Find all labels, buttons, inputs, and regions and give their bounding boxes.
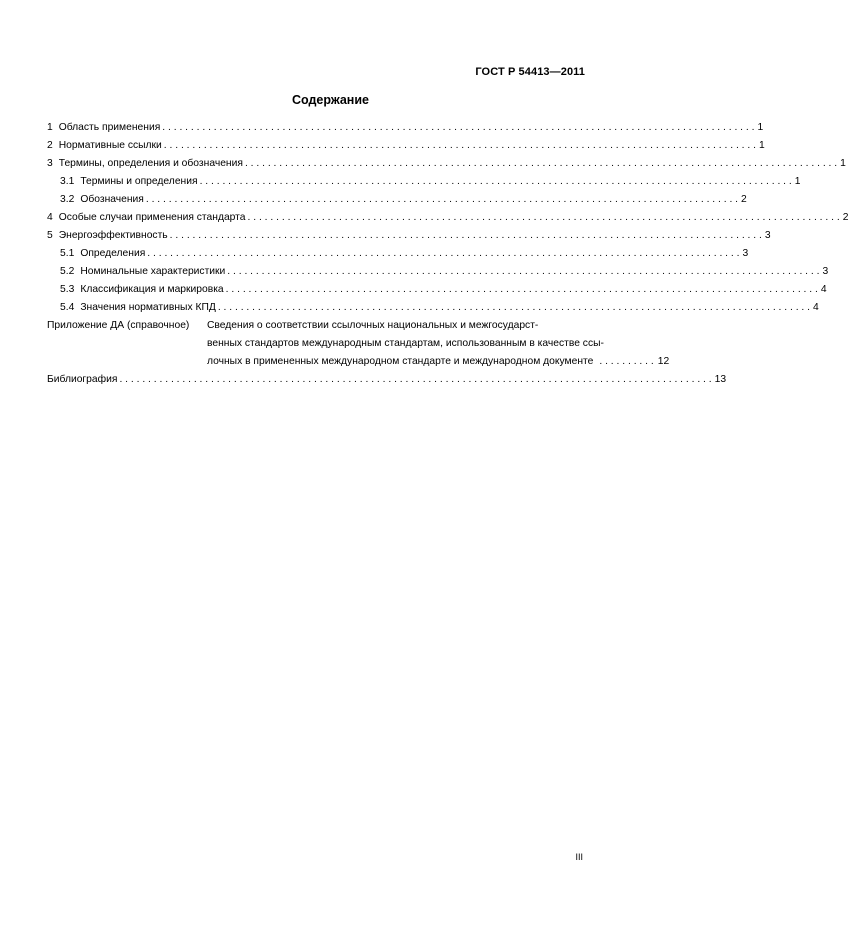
toc-title: Содержание <box>291 93 369 107</box>
appendix-line: венных стандартов международным стандартам, использованным в качестве ссы- <box>207 338 604 349</box>
toc-entry[interactable] <box>47 227 771 245</box>
dot-leader <box>218 299 810 317</box>
toc-entry-page-number: 4 <box>813 302 819 313</box>
bibliography-page-number: 13 <box>714 374 727 385</box>
toc-entry[interactable] <box>47 245 749 263</box>
toc-entry[interactable] <box>47 281 827 299</box>
toc-entry-number: 5.4 <box>60 302 75 313</box>
appendix-line: лочных в примененных международном стандарте и международном документе <box>207 356 594 367</box>
page-number: III <box>575 852 583 862</box>
toc-entry-label: Энергоэффективность <box>58 230 168 241</box>
toc-entry-number: 5 <box>47 230 53 241</box>
toc-entry[interactable] <box>47 137 765 155</box>
toc-entry-label: Особые случаи применения стандарта <box>58 212 246 223</box>
dot-leader <box>200 173 792 191</box>
dot-leader <box>162 119 754 137</box>
toc-entry-label: Определения <box>80 248 146 259</box>
toc-entry[interactable] <box>47 209 848 227</box>
toc-entry[interactable] <box>47 155 846 173</box>
dot-leader <box>226 281 818 299</box>
dot-leader <box>599 353 653 371</box>
toc-entry-page-number: 1 <box>840 158 846 169</box>
toc-entry[interactable] <box>47 173 801 191</box>
table-of-contents <box>47 119 848 389</box>
toc-entry-label: Нормативные ссылки <box>58 140 162 151</box>
dot-leader <box>245 155 837 173</box>
appendix-page-number: 12 <box>657 356 670 367</box>
toc-appendix-entry[interactable] <box>47 317 670 371</box>
toc-entry-label: Обозначения <box>80 194 144 205</box>
dot-leader <box>248 209 840 227</box>
toc-entry-label: Область применения <box>58 122 161 133</box>
bibliography-label: Библиография <box>47 374 118 385</box>
dot-leader <box>170 227 762 245</box>
toc-entry-page-number: 1 <box>757 122 764 133</box>
toc-bibliography-entry[interactable] <box>47 371 727 389</box>
toc-entry-page-number: 2 <box>842 212 848 223</box>
toc-entry[interactable] <box>47 191 747 209</box>
toc-entry-page-number: 3 <box>764 230 771 241</box>
toc-entry-page-number: 4 <box>820 284 827 295</box>
toc-entry-page-number: 3 <box>742 248 749 259</box>
toc-entry-label: Термины и определения <box>80 176 198 187</box>
dot-leader <box>147 245 739 263</box>
toc-entry-number: 5.2 <box>60 266 75 277</box>
toc-entries <box>47 119 848 317</box>
toc-entry-number: 3.2 <box>60 194 75 205</box>
appendix-line: Сведения о соответствии ссылочных национальных и межгосударст- <box>207 320 539 331</box>
dot-leader <box>164 137 756 155</box>
toc-entry-number: 2 <box>47 140 53 151</box>
toc-entry[interactable] <box>47 119 764 137</box>
toc-entry-number: 3 <box>47 158 53 169</box>
toc-entry[interactable] <box>47 299 819 317</box>
toc-entry-label: Номинальные характеристики <box>80 266 226 277</box>
toc-entry-page-number: 2 <box>741 194 747 205</box>
dot-leader <box>227 263 819 281</box>
toc-entry-label: Классификация и маркировка <box>80 284 224 295</box>
toc-entry-number: 5.3 <box>60 284 75 295</box>
toc-entry-number: 5.1 <box>60 248 75 259</box>
appendix-last-line <box>207 353 669 371</box>
toc-entry-label: Термины, определения и обозначения <box>58 158 243 169</box>
appendix-label: Приложение ДА (справочное) <box>47 320 190 331</box>
toc-entry-page-number: 1 <box>758 140 765 151</box>
dot-leader <box>119 371 711 389</box>
appendix-description <box>207 317 669 371</box>
toc-entry-label: Значения нормативных КПД <box>80 302 216 313</box>
toc-entry[interactable] <box>47 263 829 281</box>
toc-entry-number: 4 <box>47 212 53 223</box>
toc-entry-page-number: 1 <box>794 176 801 187</box>
toc-entry-page-number: 3 <box>822 266 829 277</box>
toc-entry-number: 1 <box>47 122 53 133</box>
toc-entry-number: 3.1 <box>60 176 75 187</box>
dot-leader <box>146 191 738 209</box>
document-code: ГОСТ Р 54413—2011 <box>475 66 585 78</box>
